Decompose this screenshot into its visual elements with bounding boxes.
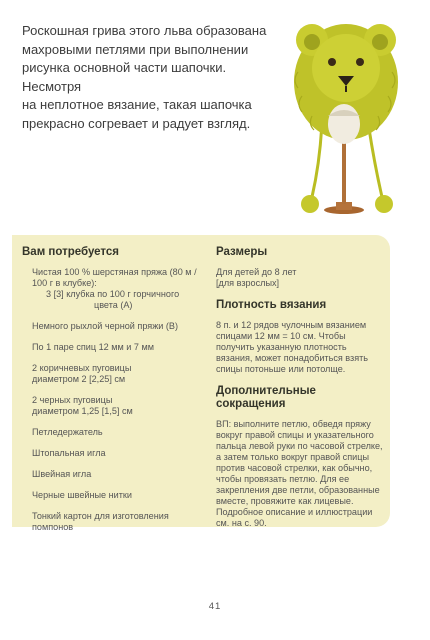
details-section	[216, 246, 388, 539]
list-item: Чистая 100 % шерстяная пряжа (80 м / 100 г в клубке): 3 [3] клубка по 100 г горчичного цвета (A)	[32, 267, 197, 310]
tie-left	[312, 122, 322, 197]
list-item: Немного рыхлой черной пряжи (B)	[32, 321, 179, 331]
sizes-text: Для детей до 8 лет [для взрослых]	[216, 267, 297, 288]
list-item: По 1 паре спиц 12 мм и 7 мм	[32, 342, 154, 352]
intro-text	[22, 22, 280, 133]
gauge-text: 8 п. и 12 рядов чулочным вязанием спицами 12 мм = 10 см. Чтобы получить указанную плотность вязания, может понадобиться взять спицы потоньше или потолще.	[216, 320, 369, 374]
list-item: Черные швейные нитки	[32, 490, 132, 500]
gauge-heading: Плотность вязания	[216, 299, 327, 311]
list-item: Штопальная игла	[32, 448, 106, 458]
intro-line: рисунка основной части шапочки. Несмотря	[22, 60, 227, 94]
eye-right	[356, 58, 364, 66]
abbreviations-heading: Дополнительные сокращения	[216, 385, 316, 410]
eye-left	[328, 58, 336, 66]
materials-heading: Вам потребуется	[22, 246, 120, 258]
intro-line: прекрасно согревает и радует взгляд.	[22, 115, 251, 131]
intro-line: махровыми петлями при выполнении	[22, 41, 249, 57]
page-number: 41	[208, 601, 222, 612]
pompom-right	[375, 195, 393, 213]
lion-hat-photo	[282, 12, 410, 222]
materials-section	[22, 246, 202, 543]
sizes-heading: Размеры	[216, 246, 268, 258]
abbreviations-text: ВП: выполните петлю, обведя пряжу вокруг правой спицы и указательного пальца левой руки по часовой стрелке, а затем только вокруг правой спицы против часовой стрелки, как обычно, чтобы провязать петлю. Для ее закрепления две петли, образованные вместе, провяжите как лицевые. Подробное описание и иллюстрации см. на с. 90.	[216, 419, 383, 528]
intro-line: на неплотное вязание, такая шапочка	[22, 97, 252, 112]
materials-list	[22, 267, 202, 533]
intro-line: Роскошная грива этого льва образована	[22, 23, 267, 38]
list-item: Швейная игла	[32, 469, 92, 479]
list-item: 2 коричневых пуговицы диаметром 2 [2,25] см	[32, 363, 132, 384]
pompom-left	[301, 195, 319, 213]
list-item: Тонкий картон для изготовления помпонов	[32, 511, 169, 532]
stand-pole	[342, 142, 346, 204]
list-item: 2 черных пуговицы диаметром 1,25 [1,5] см	[32, 395, 133, 416]
list-item: Петледержатель	[32, 427, 103, 437]
